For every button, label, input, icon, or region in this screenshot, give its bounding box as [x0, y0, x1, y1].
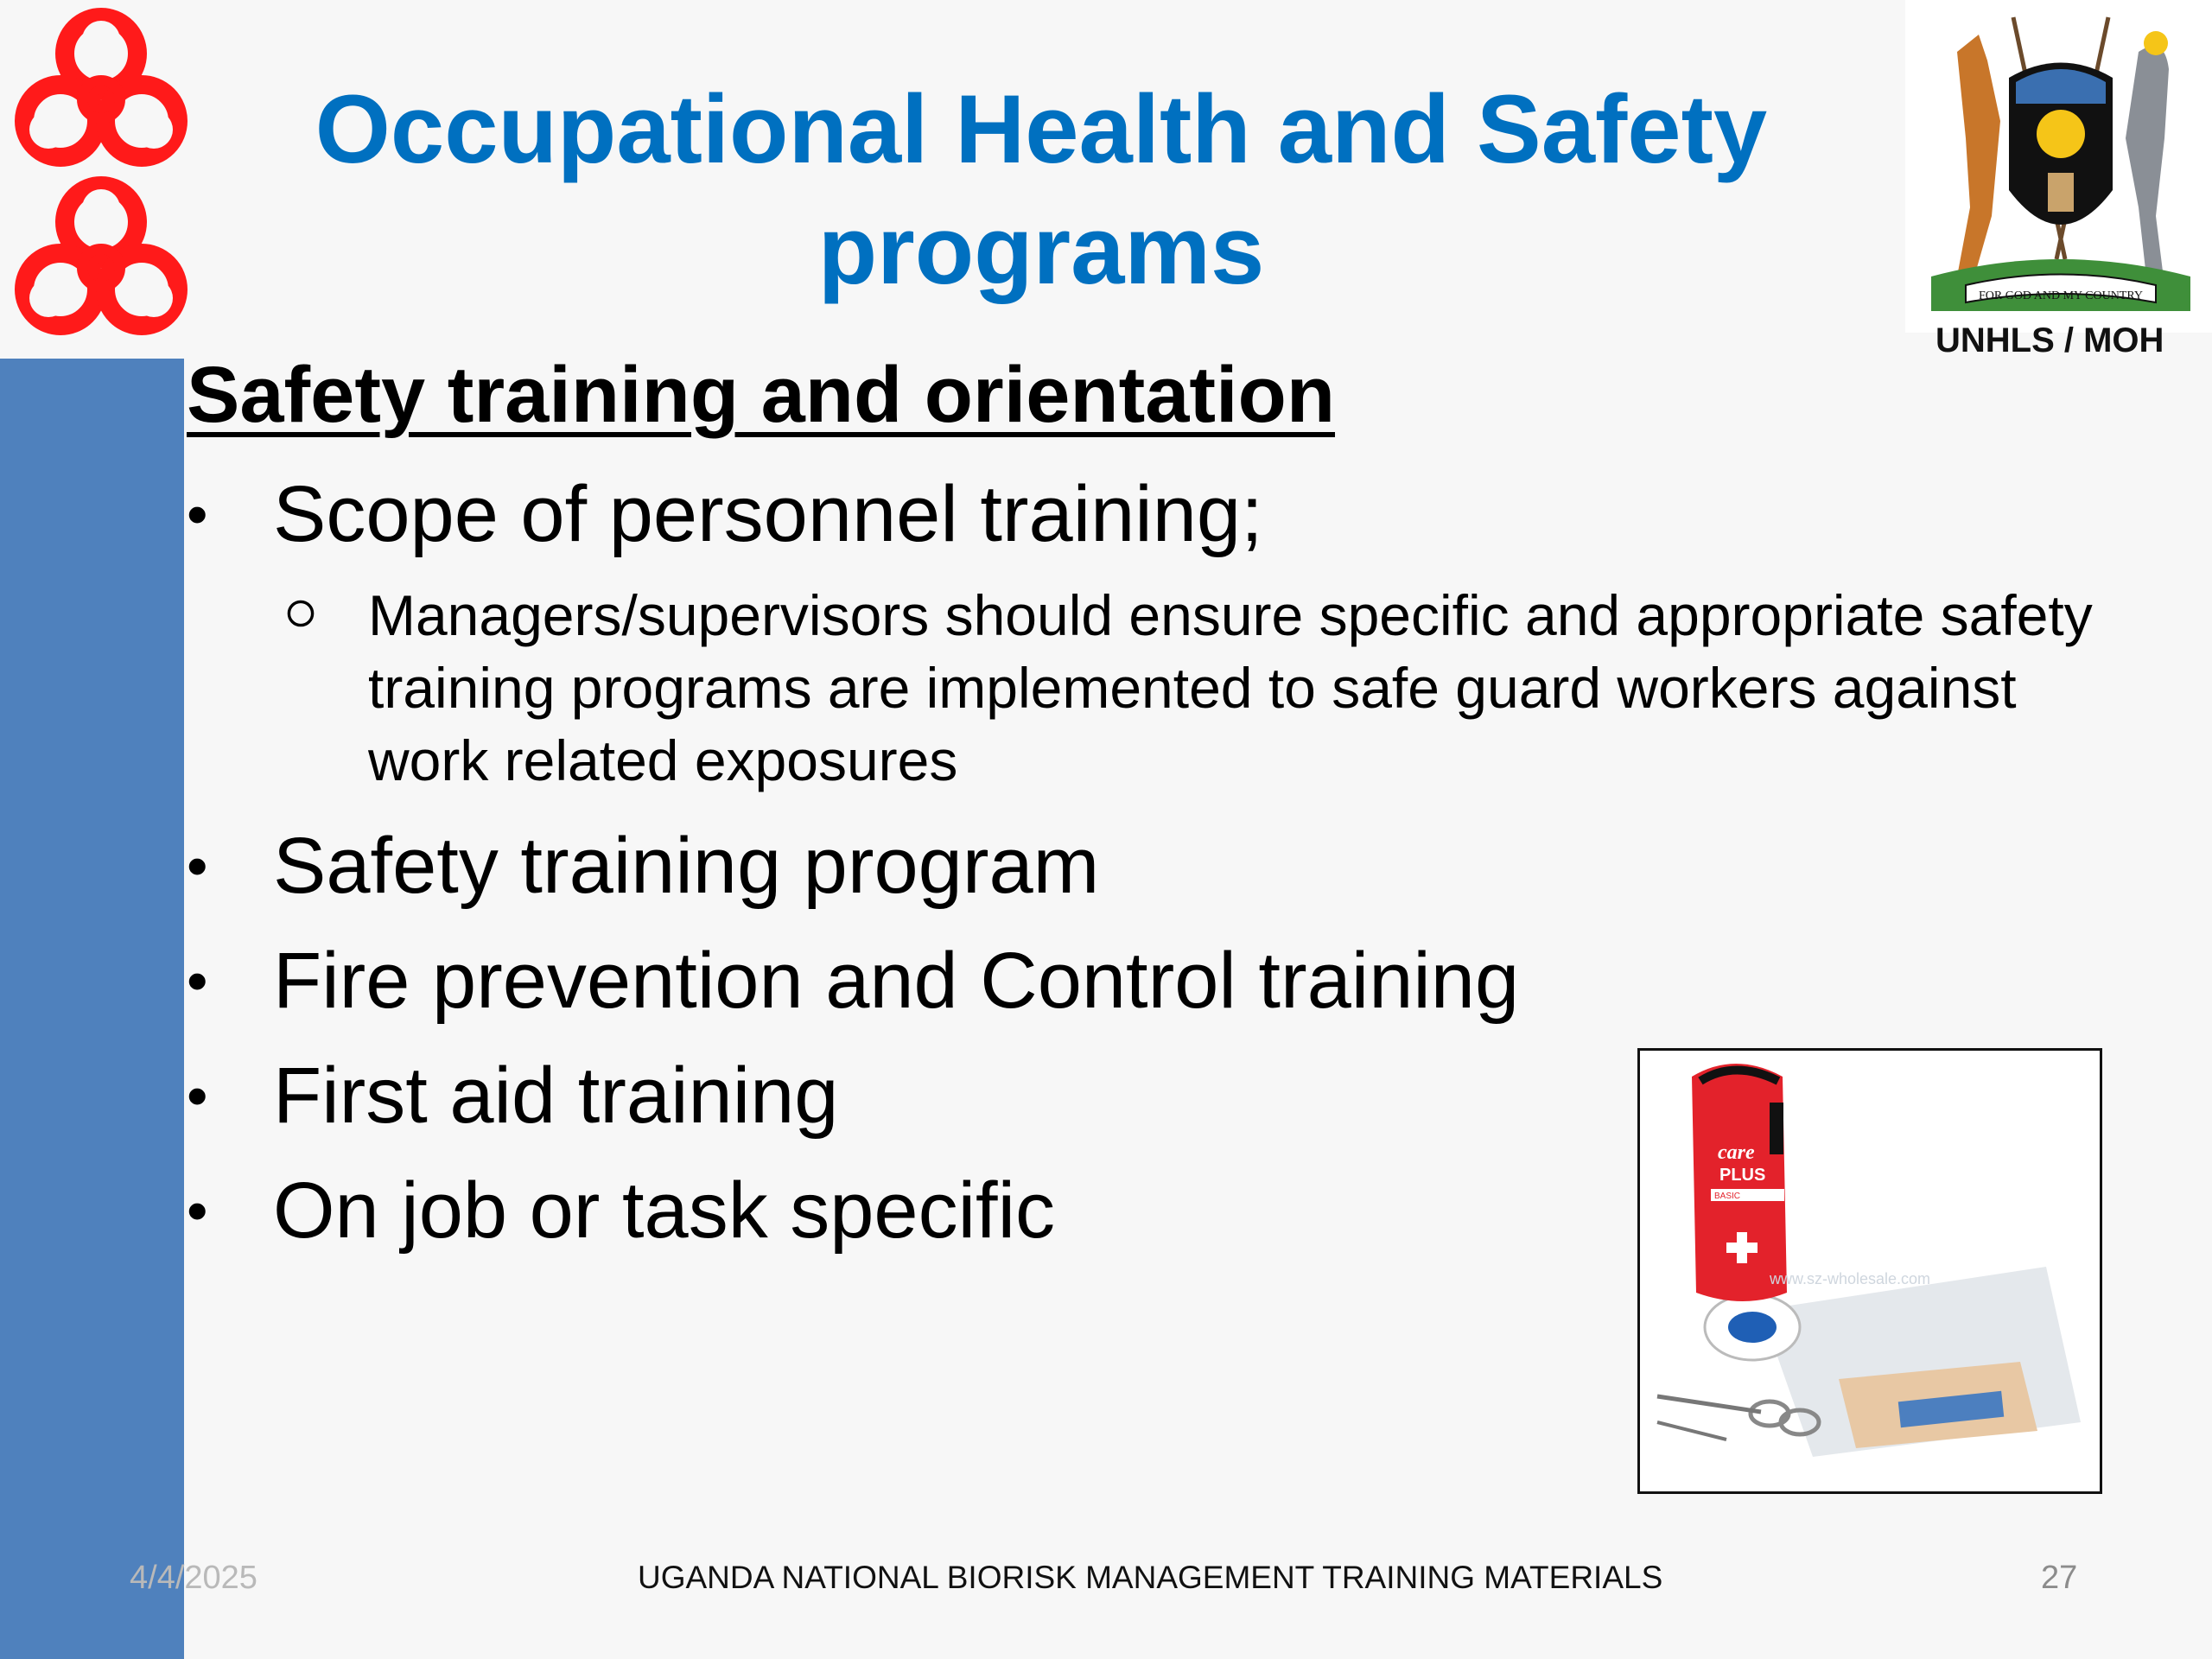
slide-number: 27	[2041, 1560, 2078, 1596]
bullet-text: On job or task specific	[273, 1166, 1056, 1255]
sub-bullet-text: Managers/supervisors should ensure specific and appropriate safety training programs are implemented to safe guard workers against work related exposures	[368, 583, 2093, 792]
first-aid-kit-illustration	[1640, 1051, 2100, 1491]
bullet-text: First aid training	[273, 1052, 839, 1140]
first-aid-kit-image	[1637, 1048, 2102, 1494]
biohazard-icon	[0, 168, 203, 350]
side-bar	[0, 359, 184, 1659]
kit-label: BASIC	[1714, 1192, 1741, 1201]
organization-label: UNHLS / MOH	[1936, 321, 2164, 359]
bullet-marker: •	[187, 1062, 208, 1129]
biohazard-icon	[0, 0, 203, 181]
footer-date: 4/4/2025	[130, 1560, 257, 1596]
bullet-marker: •	[187, 832, 208, 899]
brand-text-1: care	[1718, 1141, 1755, 1164]
coat-motto: FOR GOD AND MY COUNTRY	[1978, 289, 2144, 302]
footer-text: UGANDA NATIONAL BIORISK MANAGEMENT TRAINING MATERIALS	[638, 1560, 1663, 1595]
section-heading: Safety training and orientation	[187, 351, 1336, 439]
circle-bullet-icon	[288, 601, 315, 627]
bullet-marker: •	[187, 947, 208, 1014]
bullet-marker: •	[187, 1177, 208, 1244]
coat-of-arms-logo	[1905, 0, 2212, 333]
title-line-2: programs	[817, 196, 1265, 304]
title-line-1: Occupational Health and Safety	[315, 75, 1768, 183]
bullet-marker: •	[187, 480, 208, 548]
bullet-text: Safety training program	[273, 822, 1100, 910]
watermark-text: www.sz-wholesale.com	[1770, 1270, 1931, 1287]
bullet-text: Fire prevention and Control training	[273, 937, 1520, 1025]
brand-text-2: PLUS	[1719, 1166, 1766, 1185]
slide-title	[259, 69, 1823, 311]
bullet-text: Scope of personnel training;	[273, 470, 1263, 558]
